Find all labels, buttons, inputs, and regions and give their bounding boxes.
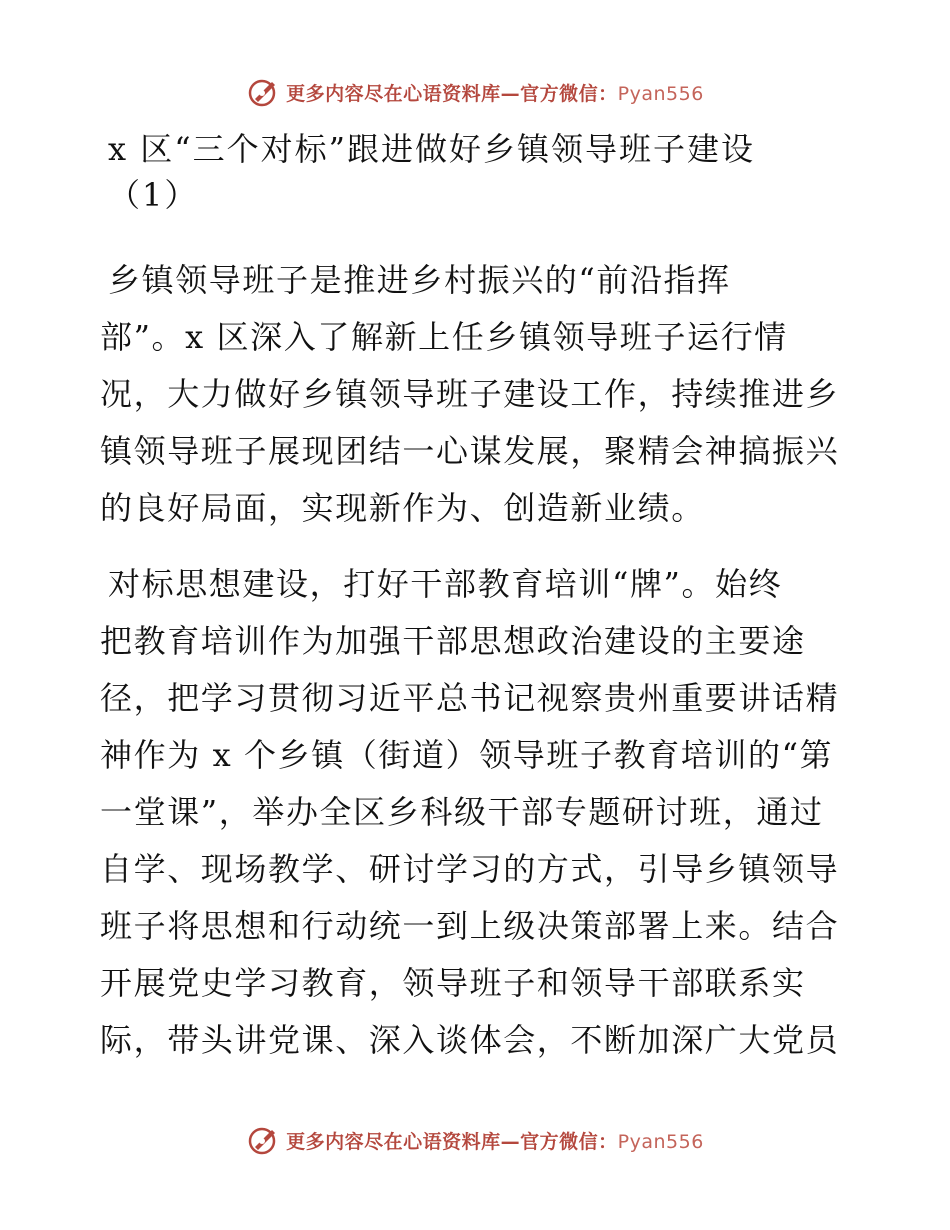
text-line: 际，带头讲党课、深入谈体会，不断加深广大党员	[100, 1021, 840, 1059]
text-line: 把教育培训作为加强干部思想政治建设的主要途	[100, 622, 806, 660]
text-line: 部”。x 区深入了解新上任乡镇领导班子运行情	[100, 318, 788, 356]
text-line: 神作为 x 个乡镇（街道）领导班子教育培训的“第	[100, 736, 834, 774]
watermark-label: 更多内容尽在心语资料库—官方微信：	[286, 82, 618, 105]
title-line: x 区“三个对标”跟进做好乡镇领导班子建设	[108, 130, 755, 168]
paragraph-ideology	[100, 556, 860, 1069]
footer-watermark	[0, 1120, 950, 1160]
header-watermark	[0, 72, 950, 112]
text-line: 乡镇领导班子是推进乡村振兴的“前沿指挥	[108, 261, 731, 299]
title-line: （1）	[108, 176, 199, 214]
watermark-text	[286, 79, 704, 106]
text-line: 况，大力做好乡镇领导班子建设工作，持续推进乡	[100, 375, 840, 413]
paragraph-intro	[100, 252, 860, 537]
text-line: 镇领导班子展现团结一心谋发展，聚精会神搞振兴	[100, 432, 840, 470]
text-line: 径，把学习贯彻习近平总书记视察贵州重要讲话精	[100, 679, 840, 717]
document-title	[108, 126, 848, 218]
quill-logo-icon	[246, 1123, 280, 1157]
watermark-label: 更多内容尽在心语资料库—官方微信：	[286, 1130, 618, 1153]
quill-logo-icon	[246, 75, 280, 109]
watermark-handle: Pyan556	[617, 1130, 704, 1153]
text-line: 的良好局面，实现新作为、创造新业绩。	[100, 489, 705, 527]
text-line: 对标思想建设，打好干部教育培训“牌”。始终	[108, 565, 783, 603]
text-line: 自学、现场教学、研讨学习的方式，引导乡镇领导	[100, 850, 840, 888]
watermark-handle: Pyan556	[617, 82, 704, 105]
text-line: 班子将思想和行动统一到上级决策部署上来。结合	[100, 907, 840, 945]
text-line: 开展党史学习教育，领导班子和领导干部联系实	[100, 964, 806, 1002]
text-line: 一堂课”，举办全区乡科级干部专题研讨班，通过	[100, 793, 824, 831]
watermark-text	[286, 1127, 704, 1154]
